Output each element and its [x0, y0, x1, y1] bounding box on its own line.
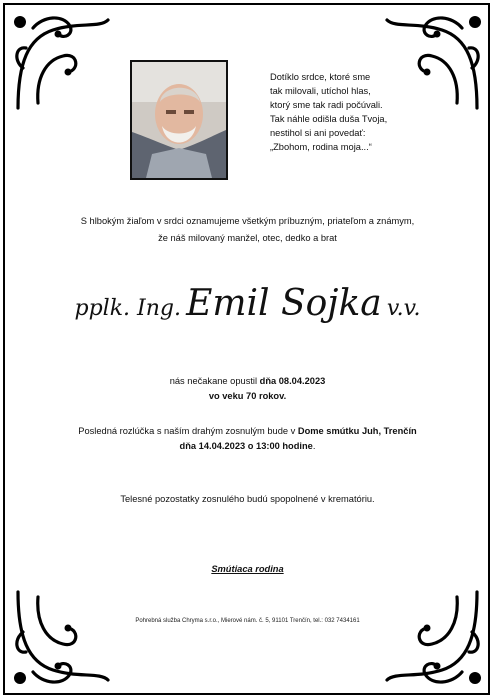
ornament-bottom-right: [377, 582, 487, 692]
funeral-datetime: dňa 14.04.2023 o 13:00 hodine: [179, 441, 313, 451]
remains-note: Telesné pozostatky zosnulého budú spopolnené v krematóriu.: [120, 494, 375, 504]
name-full: Emil Sojka: [186, 283, 382, 324]
poem-line: ktorý sme tak radi počúvali.: [270, 100, 383, 110]
funeral-end: .: [312, 441, 316, 451]
announcement-intro: [30, 213, 465, 247]
death-date: dňa 08.04.2023: [259, 376, 326, 386]
poem-line: nestihol si ani povedať:: [270, 128, 366, 138]
death-info: [30, 374, 465, 404]
intro-line-1: S hlbokým žiaľom v srdci oznamujeme všetkým príbuzným, priateľom a známym,: [80, 216, 415, 226]
funeral-place: Dome smútku Juh, Trenčín: [297, 426, 417, 436]
funeral-pre: Posledná rozlúčka s naším drahým zosnulým bude v: [78, 426, 298, 436]
ornament-bottom-left: [8, 582, 118, 692]
poem-line: Dotíklo srdce, ktoré sme: [270, 72, 371, 82]
poem-line: Tak náhle odišla duša Tvoja,: [270, 114, 388, 124]
deceased-name: [20, 283, 475, 324]
poem-line: tak milovali, utíchol hlas,: [270, 86, 371, 96]
family-signature: Smútiaca rodina: [211, 564, 284, 574]
poem-line: „Zbohom, rodina moja...“: [270, 142, 372, 152]
funeral-info: [30, 424, 465, 454]
name-suffix: v.v.: [386, 296, 421, 321]
death-age: vo veku 70 rokov.: [208, 391, 287, 401]
ornament-top-left: [8, 8, 118, 118]
poem-verse: [270, 70, 470, 154]
name-prefix: pplk. Ing.: [74, 296, 181, 321]
intro-line-2: že náš milovaný manžel, otec, dedko a brat: [158, 233, 337, 243]
death-pre: nás nečakane opustil: [169, 376, 260, 386]
portrait-photo: [130, 60, 228, 180]
funeral-service-footer: Pohrebná služba Chryma s.r.o., Mierové nám. č. 5, 91101 Trenčín, tel.: 032 7434161: [135, 618, 360, 624]
